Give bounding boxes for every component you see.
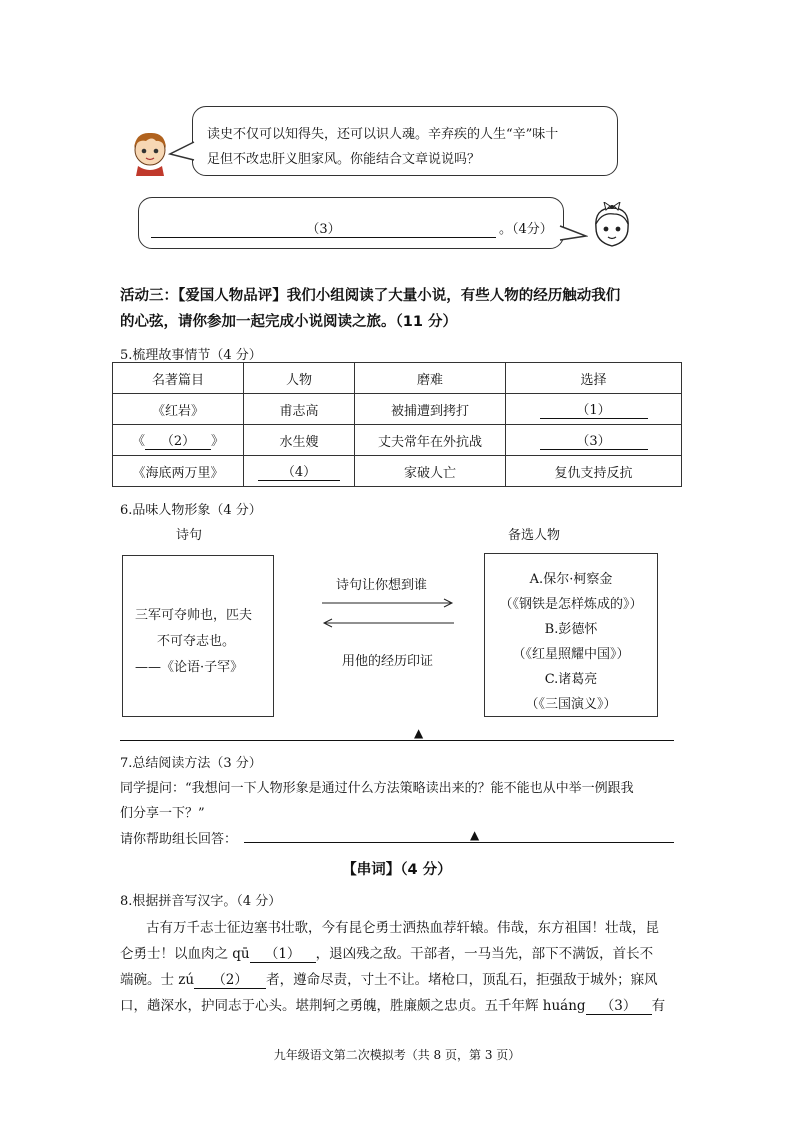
answer-marker: ▲ xyxy=(414,726,424,740)
q5-title: 5.梳理故事情节（4 分） xyxy=(120,348,262,363)
answer-blank-3[interactable]: （3） xyxy=(151,218,496,238)
q7-answer-line[interactable] xyxy=(244,842,674,843)
poem-line-2: 不可夺志也。 xyxy=(157,634,236,649)
activity3-line-1 xyxy=(120,284,620,305)
passage-line-1: 古有万千志士征边塞书壮歌，今有昆仑勇士洒热血荐轩辕。伟哉，东方祖国！壮哉，昆 xyxy=(146,920,659,936)
poem-line-1: 三军可夺帅也，匹夫 xyxy=(135,608,253,623)
q7-question-line-1: 同学提问：“我想问一下人物形象是通过什么方法策略读出来的？能不能也从中举一例跟我 xyxy=(120,781,634,796)
table-header: 人物 xyxy=(244,363,355,394)
poem-column-label: 诗句 xyxy=(176,528,203,543)
answer-blank-1[interactable]: （1） xyxy=(250,942,316,963)
table-row xyxy=(113,394,682,425)
table-row xyxy=(113,425,682,456)
teacher-avatar xyxy=(128,128,172,176)
answer-blank-3[interactable]: （3） xyxy=(586,994,652,1015)
page-footer: 九年级语文第二次模拟考（共 8 页，第 3 页） xyxy=(273,1048,521,1062)
q8-title: 8.根据拼音写汉字。（4 分） xyxy=(120,894,282,909)
table-cell: 复仇支持反抗 xyxy=(506,456,682,487)
student-avatar xyxy=(588,202,636,254)
option-b: B.彭德怀 xyxy=(544,622,598,637)
answer-marker: ▲ xyxy=(470,828,480,842)
option-b-source: （《红星照耀中国》） xyxy=(512,647,630,662)
story-plot-table xyxy=(112,362,682,487)
answer-blank-2[interactable]: （2） xyxy=(194,968,266,989)
teacher-line-2: 足但不改忠肝义胆家风。你能结合文章说说吗？ xyxy=(207,152,481,167)
activity3-text-1: 我们小组阅读了大量小说，有些人物的经历触动我们 xyxy=(286,288,621,304)
activity3-line-2: 的心弦，请你参加一起完成小说阅读之旅。（11 分） xyxy=(120,314,457,330)
arrow-label-bottom: 用他的经历印证 xyxy=(342,654,434,669)
options-column-label: 备选人物 xyxy=(508,528,561,543)
table-cell: 水生嫂 xyxy=(244,425,355,456)
answer-blank-4[interactable]: （4） xyxy=(258,461,340,481)
arrow-label-top: 诗句让你想到谁 xyxy=(336,578,428,593)
table-cell xyxy=(506,425,682,456)
teacher-speech-bubble xyxy=(192,106,618,176)
q6-answer-line[interactable] xyxy=(120,740,674,741)
answer-blank-3[interactable]: （3） xyxy=(540,430,648,450)
table-header: 选择 xyxy=(506,363,682,394)
table-cell: 《海底两万里》 xyxy=(113,456,244,487)
score-note: 。（4分） xyxy=(499,222,553,237)
table-cell: 丈夫常年在外抗战 xyxy=(355,425,506,456)
student-speech-bubble xyxy=(138,197,564,249)
activity3-label: 活动三：【爱国人物品评】 xyxy=(120,288,287,304)
q6-title: 6.品味人物形象（4 分） xyxy=(120,503,262,518)
table-header: 名著篇目 xyxy=(113,363,244,394)
teacher-line-1: 读史不仅可以知得失，还可以识人魂。辛弃疾的人生“辛”味十 xyxy=(207,127,559,142)
table-header-row xyxy=(113,363,682,394)
option-a-source: （《钢铁是怎样炼成的》） xyxy=(499,597,643,612)
option-c-source: （《三国演义》） xyxy=(525,697,617,712)
answer-blank-2[interactable]: （2） xyxy=(145,430,211,450)
passage-line-3: 端碗。士 zú （2） 者，遵命尽责，寸土不让。堵枪口，顶乱石，拒强敌于城外；寐风 xyxy=(120,968,658,989)
poem-source: ——《论语·子罕》 xyxy=(135,660,244,675)
q7-title: 7.总结阅读方法（3 分） xyxy=(120,756,262,771)
bubble-tail-left xyxy=(168,140,196,164)
q7-answer-label: 请你帮助组长回答： xyxy=(120,832,238,847)
bubble-tail-right xyxy=(558,224,588,244)
option-c: C.诸葛亮 xyxy=(544,672,598,687)
table-cell: 《 （2） 》 xyxy=(113,425,244,456)
option-a: A.保尔·柯察金 xyxy=(529,572,613,587)
q7-question-line-2: 们分享一下？” xyxy=(120,806,205,821)
table-header: 磨难 xyxy=(355,363,506,394)
table-cell xyxy=(244,456,355,487)
table-cell: 被捕遭到拷打 xyxy=(355,394,506,425)
section-title: 【串词】（4 分） xyxy=(342,862,452,878)
passage-line-2: 仑勇士！以血肉之 qū （1） ，退凶残之敌。干部者，一马当先，部下不满饭，首长不 xyxy=(120,942,653,963)
passage-line-4: 口，趟深水，护同志于心头。堪荆轲之勇魄，胜廉颇之忠贞。五千年辉 huáng （3） 有 xyxy=(120,994,665,1015)
table-row xyxy=(113,456,682,487)
answer-blank-1[interactable]: （1） xyxy=(540,399,648,419)
poem-box xyxy=(122,555,274,717)
table-cell: 家破人亡 xyxy=(355,456,506,487)
table-cell: 甫志高 xyxy=(244,394,355,425)
double-arrow-icon xyxy=(318,596,458,630)
table-cell: 《红岩》 xyxy=(113,394,244,425)
table-cell xyxy=(506,394,682,425)
options-box xyxy=(484,553,658,717)
